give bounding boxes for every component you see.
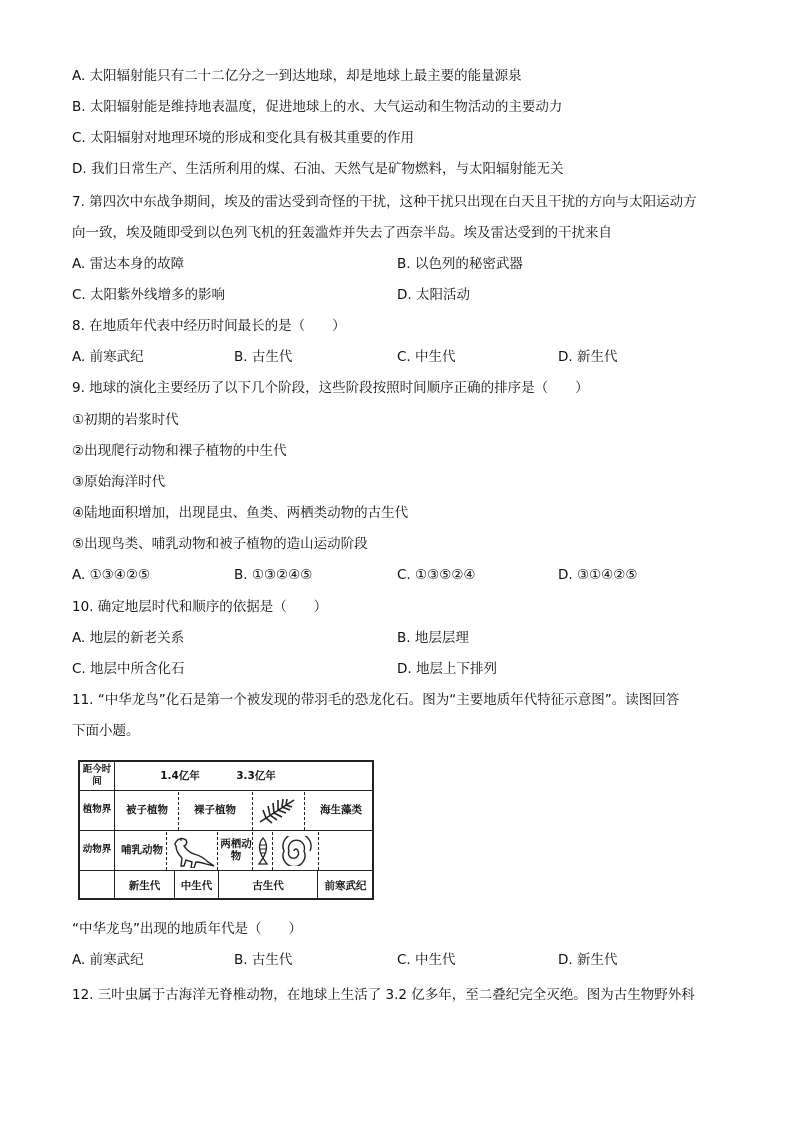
q11-stem-2: 下面小题。 — [72, 723, 140, 739]
q8-option-d: D. 新生代 — [558, 349, 618, 365]
q10-stem: 10. 确定地层时代和顺序的依据是（ ） — [72, 599, 328, 615]
q10-option-d: D. 地层上下排列 — [397, 661, 497, 677]
era-cenozoic: 新生代 — [128, 880, 161, 892]
q11-stem-1: 11. “中华龙鸟”化石是第一个被发现的带羽毛的恐龙化石。图为“主要地质年代特征示意图”。读图回答 — [72, 692, 680, 708]
time-label: 距今时间 — [82, 764, 112, 787]
q10-option-a: A. 地层的新老关系 — [72, 630, 185, 646]
ammonite-icon — [278, 836, 314, 866]
q10-option-c: C. 地层中所含化石 — [72, 661, 185, 677]
q8-stem: 8. 在地质年代表中经历时间最长的是（ ） — [72, 318, 346, 334]
q9-item-1: ①初期的岩浆时代 — [72, 412, 179, 428]
marine-algae-label: 海生藻类 — [320, 804, 362, 816]
option-6d: D. 我们日常生产、生活所利用的煤、石油、天然气是矿物燃料，与太阳辐射能无关 — [72, 161, 564, 177]
fern-icon — [258, 796, 298, 826]
q9-stem: 9. 地球的演化主要经历了以下几个阶段，这些阶段按照时间顺序正确的排序是（ ） — [72, 380, 589, 396]
q7-option-a: A. 雷达本身的故障 — [72, 256, 185, 272]
time-mark-1: 1.4亿年 — [160, 770, 200, 782]
q11-option-c: C. 中生代 — [397, 952, 456, 968]
gymnosperm-label: 裸子植物 — [194, 804, 236, 816]
option-6b: B. 太阳辐射能是维持地表温度，促进地球上的水、大气运动和生物活动的主要动力 — [72, 99, 563, 115]
q7-option-b: B. 以色列的秘密武器 — [397, 256, 523, 272]
era-precambrian: 前寒武纪 — [324, 880, 367, 892]
q8-option-b: B. 古生代 — [234, 349, 293, 365]
q9-item-3: ③原始海洋时代 — [72, 474, 166, 490]
q10-option-b: B. 地层层理 — [397, 630, 469, 646]
q9-option-b: B. ①③②④⑤ — [234, 567, 313, 583]
q11-option-d: D. 新生代 — [558, 952, 618, 968]
angiosperm-label: 被子植物 — [126, 804, 168, 816]
option-6c: C. 太阳辐射对地理环境的形成和变化具有极其重要的作用 — [72, 130, 415, 146]
q11-option-b: B. 古生代 — [234, 952, 293, 968]
dinosaur-icon — [170, 834, 216, 868]
plant-kingdom-label: 植物界 — [82, 804, 112, 815]
q9-item-4: ④陆地面积增加，出现昆虫、鱼类、两栖类动物的古生代 — [72, 505, 409, 521]
q9-item-5: ⑤出现鸟类、哺乳动物和被子植物的造山运动阶段 — [72, 536, 368, 552]
animal-kingdom-label: 动物界 — [82, 844, 112, 855]
q7-option-d: D. 太阳活动 — [397, 287, 470, 303]
option-6a: A. 太阳辐射能只有二十二亿分之一到达地球，却是地球上最主要的能量源泉 — [72, 68, 522, 84]
fish-icon — [254, 836, 272, 866]
q8-option-c: C. 中生代 — [397, 349, 456, 365]
geologic-era-diagram — [78, 760, 374, 900]
q9-item-2: ②出现爬行动物和裸子植物的中生代 — [72, 443, 287, 459]
q7-stem-2: 向一致，埃及随即受到以色列飞机的狂轰滥炸并失去了西奈半岛。埃及雷达受到的干扰来自 — [72, 225, 612, 241]
era-mesozoic: 中生代 — [180, 880, 213, 892]
q7-option-c: C. 太阳紫外线增多的影响 — [72, 287, 226, 303]
q11-subquestion: “中华龙鸟”出现的地质年代是（ ） — [72, 921, 302, 937]
q9-option-c: C. ①③⑤②④ — [397, 567, 476, 583]
q11-option-a: A. 前寒武纪 — [72, 952, 144, 968]
q9-option-a: A. ①③④②⑤ — [72, 567, 151, 583]
q12-stem: 12. 三叶虫属于古海洋无脊椎动物，在地球上生活了 3.2 亿多年，至二叠纪完全灭绝。图为古生物野外科 — [72, 987, 695, 1003]
era-paleozoic: 古生代 — [252, 880, 284, 892]
time-mark-2: 3.3亿年 — [236, 770, 276, 782]
q8-option-a: A. 前寒武纪 — [72, 349, 144, 365]
q7-stem-1: 7. 第四次中东战争期间，埃及的雷达受到奇怪的干扰，这种干扰只出现在白天且干扰的方向与太阳运动方 — [72, 194, 697, 210]
mammal-label: 哺乳动物 — [121, 844, 163, 856]
amphibian-label: 两栖动物 — [220, 838, 252, 862]
q9-option-d: D. ③①④②⑤ — [558, 567, 638, 583]
